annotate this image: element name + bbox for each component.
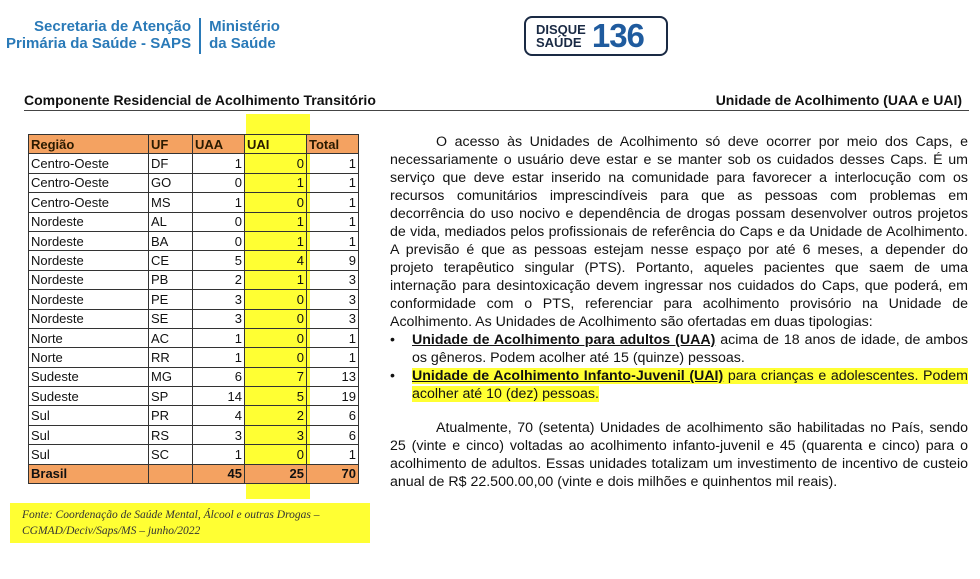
spacer [390, 403, 968, 419]
uai-table [28, 134, 359, 484]
cell-uaa: 4 [193, 406, 245, 425]
cell-regiao: Sudeste [29, 387, 149, 406]
cell-uai: 4 [245, 251, 307, 270]
table-header-row [29, 135, 359, 154]
cell-uf: RR [149, 348, 193, 367]
disque-saude-text [536, 23, 586, 49]
disque-saude-logo [524, 16, 668, 56]
logo-divider [199, 18, 201, 54]
cell-regiao: Sul [29, 425, 149, 444]
table-row [29, 309, 359, 328]
paragraph-1: O acesso às Unidades de Acolhimento só deve ocorrer por meio dos Caps, e necessariamente o usuário deve estar e se manter sob os cuidados desses Caps. É um serviço que deve estar inserido na comunidade para favorecer a interlocução com os recursos comunitários imprescindíveis para que as pessoas com problemas em decorrência do uso nocivo e dependência de drogas possam desenvolver outros projetos de vida, mediados pelos profissionais de referência do Caps e da Unidade de Acolhimento. A previsão é que as pessoas estejam nesse espaço por até 6 meses, a depender do projeto terapêutico singular (PTS). Portanto, aqueles pacientes que saem de uma internação para desintoxicação devem ingressar nos cuidados do Caps, que poderá, em conformidade com o PTS, referenciar para acolhimento provisório na Unidade de Acolhimento. As Unidades de Acolhimento são ofertadas em duas tipologias: [390, 134, 968, 330]
secretaria-line2: Primária da Saúde - SAPS [6, 35, 192, 52]
cell-uaa: 1 [193, 348, 245, 367]
cell-regiao: Norte [29, 328, 149, 347]
source-line1: Fonte: Coordenação de Saúde Mental, Álcool e outras Drogas – [22, 509, 320, 521]
table-row [29, 367, 359, 386]
header-regiao: Região [29, 135, 149, 154]
source-line2: CGMAD/Deciv/Saps/MS – junho/2022 [22, 525, 201, 537]
cell-regiao: Nordeste [29, 231, 149, 250]
header-uai: UAI [245, 135, 307, 154]
header-total: Total [307, 135, 359, 154]
table-row [29, 231, 359, 250]
cell-uaa: 0 [193, 212, 245, 231]
cell-uf: MG [149, 367, 193, 386]
table-row [29, 193, 359, 212]
table-source [22, 507, 362, 539]
cell-uf: BA [149, 231, 193, 250]
cell-uaa: 0 [193, 173, 245, 192]
table-row [29, 425, 359, 444]
cell-uaa: 3 [193, 425, 245, 444]
cell-uai: 1 [245, 270, 307, 289]
bullet-uai-title: Unidade de Acolhimento Infanto-Juvenil (UAI) [412, 368, 724, 384]
cell-total: 9 [307, 251, 359, 270]
cell-total: 3 [307, 290, 359, 309]
table-row [29, 445, 359, 464]
cell-uai: 0 [245, 445, 307, 464]
cell-uai: 0 [245, 309, 307, 328]
cell-uai: 3 [245, 425, 307, 444]
cell-regiao: Centro-Oeste [29, 193, 149, 212]
table-row [29, 387, 359, 406]
cell-uai: 2 [245, 406, 307, 425]
cell-regiao: Nordeste [29, 309, 149, 328]
cell-uai: 1 [245, 231, 307, 250]
cell-total: 3 [307, 309, 359, 328]
cell-regiao: Nordeste [29, 212, 149, 231]
table-row [29, 348, 359, 367]
table-total-row [29, 464, 359, 483]
title-rule [24, 110, 969, 111]
cell-total: 1 [307, 328, 359, 347]
table-row [29, 251, 359, 270]
cell-regiao: Nordeste [29, 270, 149, 289]
cell-uf: MS [149, 193, 193, 212]
ministerio-line1: Ministério [209, 18, 280, 35]
section-title-left: Componente Residencial de Acolhimento Transitório [24, 92, 376, 108]
cell-uf: SC [149, 445, 193, 464]
bullet-uai-text [412, 367, 968, 403]
bullet-dot: • [390, 332, 395, 348]
cell-regiao: Sul [29, 406, 149, 425]
table-row [29, 212, 359, 231]
saps-logo [6, 18, 280, 54]
cell-uaa: 3 [193, 309, 245, 328]
cell-uai: 1 [245, 173, 307, 192]
cell-total: 1 [307, 231, 359, 250]
cell-uaa: 1 [193, 193, 245, 212]
cell-uai: 25 [245, 464, 307, 483]
cell-uf: RS [149, 425, 193, 444]
cell-regiao: Norte [29, 348, 149, 367]
cell-total: 13 [307, 367, 359, 386]
secretaria-line1: Secretaria de Atenção [34, 18, 192, 35]
cell-uaa: 45 [193, 464, 245, 483]
cell-uaa: 1 [193, 328, 245, 347]
cell-uf [149, 464, 193, 483]
cell-uf: AL [149, 212, 193, 231]
cell-uai: 7 [245, 367, 307, 386]
cell-uai: 0 [245, 290, 307, 309]
cell-total: 19 [307, 387, 359, 406]
cell-uaa: 14 [193, 387, 245, 406]
cell-uaa: 2 [193, 270, 245, 289]
cell-uai: 0 [245, 328, 307, 347]
cell-uaa: 0 [193, 231, 245, 250]
cell-uai: 0 [245, 348, 307, 367]
section-title-right: Unidade de Acolhimento (UAA e UAI) [715, 92, 962, 108]
body-text [390, 133, 968, 491]
cell-uai: 0 [245, 193, 307, 212]
cell-total: 1 [307, 193, 359, 212]
cell-uf: PE [149, 290, 193, 309]
cell-total: 1 [307, 173, 359, 192]
header-uf: UF [149, 135, 193, 154]
cell-uf: AC [149, 328, 193, 347]
cell-uaa: 1 [193, 154, 245, 173]
cell-uf: PR [149, 406, 193, 425]
cell-uaa: 1 [193, 445, 245, 464]
cell-regiao: Sul [29, 445, 149, 464]
bullet-uaa-rest: acima de 18 anos de idade, de ambos os gêneros. Podem acolher até 15 (quinze) pessoas. [412, 332, 968, 366]
cell-uf: SE [149, 309, 193, 328]
bullet-uai-rest: para crianças e adolescentes. Podem acolher até 10 (dez) pessoas. [412, 368, 968, 402]
cell-regiao: Centro-Oeste [29, 173, 149, 192]
table-row [29, 173, 359, 192]
table-row [29, 154, 359, 173]
cell-uf: SP [149, 387, 193, 406]
cell-total: 1 [307, 348, 359, 367]
table-row [29, 270, 359, 289]
cell-regiao: Sudeste [29, 367, 149, 386]
cell-uf: CE [149, 251, 193, 270]
cell-total: 70 [307, 464, 359, 483]
cell-uaa: 3 [193, 290, 245, 309]
cell-uf: DF [149, 154, 193, 173]
cell-uai: 1 [245, 212, 307, 231]
cell-regiao: Centro-Oeste [29, 154, 149, 173]
paragraph-2: Atualmente, 70 (setenta) Unidades de acolhimento são habilitadas no País, sendo 25 (vinte e cinco) voltadas ao acolhimento infanto-juvenil e 45 (quarenta e cinco) para o acolhimento de adultos. Essas unidades totalizam um investimento de incentivo de custeio anual de R$ 22.500.00,00 (vinte e dois milhões e quinhentos mil reais). [390, 420, 968, 490]
table-row [29, 406, 359, 425]
bullet-uai [390, 367, 968, 403]
bullet-uaa [390, 331, 968, 367]
disque-line1: DISQUE [536, 22, 586, 37]
cell-total: 3 [307, 270, 359, 289]
bullet-dot: • [390, 368, 395, 384]
cell-total: 1 [307, 212, 359, 231]
cell-total: 6 [307, 425, 359, 444]
cell-total: 1 [307, 154, 359, 173]
ministerio-line2: da Saúde [209, 35, 276, 52]
cell-regiao: Nordeste [29, 251, 149, 270]
cell-uaa: 6 [193, 367, 245, 386]
ministerio-name [209, 18, 280, 52]
table-row [29, 290, 359, 309]
cell-uaa: 5 [193, 251, 245, 270]
table-row [29, 328, 359, 347]
bullet-uaa-text [412, 331, 968, 367]
cell-regiao: Brasil [29, 464, 149, 483]
cell-regiao: Nordeste [29, 290, 149, 309]
disque-number: 136 [591, 17, 644, 54]
cell-uai: 0 [245, 154, 307, 173]
header [0, 0, 980, 80]
bullet-uaa-title: Unidade de Acolhimento para adultos (UAA) [412, 332, 716, 348]
cell-total: 6 [307, 406, 359, 425]
disque-line2: SAÚDE [536, 35, 582, 50]
header-uaa: UAA [193, 135, 245, 154]
cell-total: 1 [307, 445, 359, 464]
secretaria-name [6, 18, 191, 52]
cell-uai: 5 [245, 387, 307, 406]
cell-uf: GO [149, 173, 193, 192]
cell-uf: PB [149, 270, 193, 289]
